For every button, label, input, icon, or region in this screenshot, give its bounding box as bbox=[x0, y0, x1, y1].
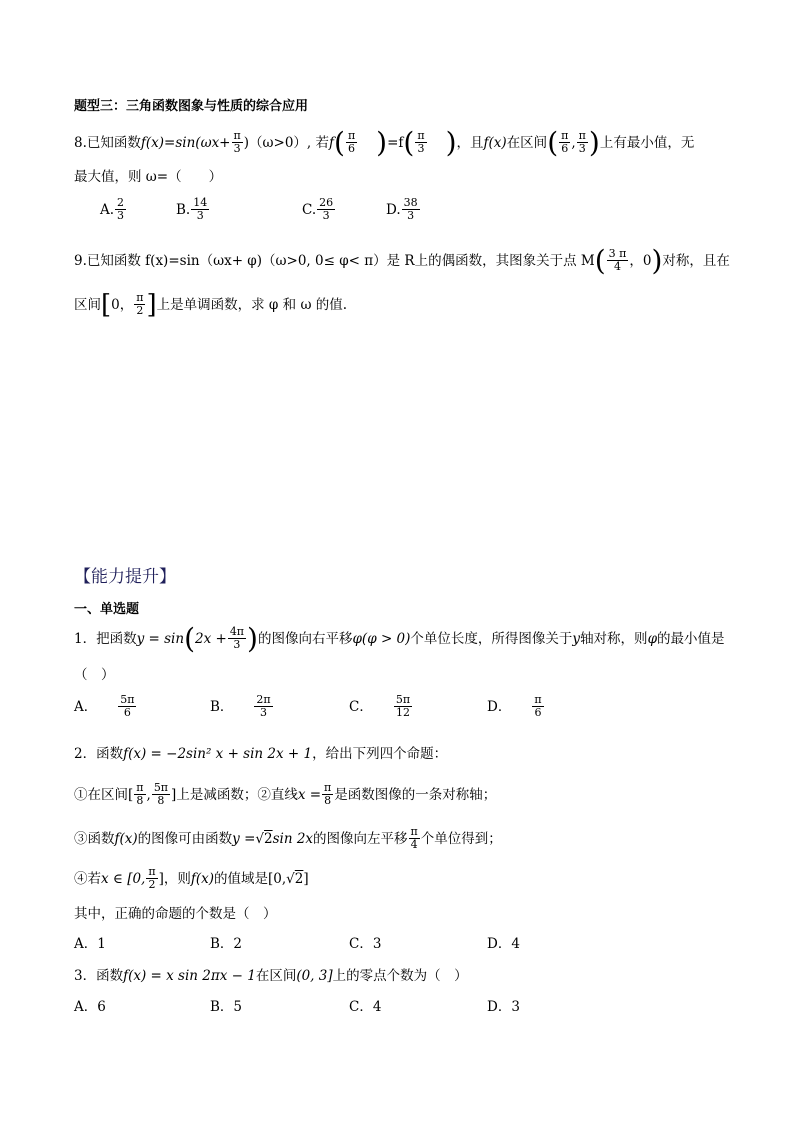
ability-q1-line2: （ ） bbox=[74, 667, 115, 683]
ability-q3-line1: 3．函数 f(x) = x sin 2πx − 1 在区间 (0, 3] 上的零点个数为（ ） bbox=[74, 968, 468, 984]
q9-number: 9. bbox=[74, 252, 87, 269]
ability-q2-option-d[interactable]: D．4 bbox=[487, 936, 520, 952]
q8-f1: f bbox=[329, 134, 334, 151]
q8-frac-pi6: $\frac{\pi}{6}$ bbox=[347, 129, 356, 155]
q9-text-1: 已知函数 f(x)=sin（ωx+ φ)（ω>0, 0≤ φ< π）是 R上的偶函数，其图象关于点 M bbox=[86, 252, 595, 269]
q8-text-1: 已知函数 bbox=[86, 134, 141, 151]
q8-option-b[interactable]: B. $\frac{14}{3}$ bbox=[176, 196, 208, 222]
q8-frac-pi3: $\frac{\pi}{3}$ bbox=[233, 129, 241, 155]
ability-q2-prop3: ③函数 f(x) 的图像可由函数 y = √ 2 sin 2x 的图像向左平移 $\frac{\pi}{4}$ 个单位得到； bbox=[74, 825, 502, 851]
ability-q3-option-a[interactable]: A．6 bbox=[74, 999, 106, 1015]
question-9-line1: 9. 已知函数 f(x)=sin（ωx+ φ)（ω>0, 0≤ φ< π）是 R上的偶函数，其图象关于点 M ( $\frac{3 \pi}{4}$ ，0 ) 对称，且在 bbox=[74, 243, 730, 277]
q8-func: f(x)=sin bbox=[140, 134, 196, 151]
ability-q2-prop4: ④若 x ∈ [0, $\frac{\pi}{2}$ ]，则 f(x) 的值域是[0, √ 2 ] bbox=[74, 865, 309, 891]
q8-line2: 最大值，则 ω=（ ） bbox=[74, 169, 223, 185]
q8-arg: (ωx+ bbox=[195, 134, 231, 151]
ability-q3-option-d[interactable]: D．3 bbox=[487, 999, 520, 1015]
ability-q2-option-a[interactable]: A．1 bbox=[74, 936, 106, 952]
q8-text-3: 在区间 bbox=[506, 134, 548, 151]
q8-option-c[interactable]: C. $\frac{26}{3}$ bbox=[302, 196, 334, 222]
q9-text-3: 区间 bbox=[74, 296, 101, 313]
question-8-line1: 8. 已知函数 f(x)=sin (ωx+ $\frac{\pi}{3}$ )（ω>0）, 若 f ( $\frac{\pi}{6}$ ) =f ( $\frac{\pi}{3}$ ) ，且 f(x) 在区间 ( $\frac{\pi}{6}$ , $\frac{\pi}{3}$ ) 上有最小值，无 bbox=[74, 125, 695, 159]
q8-text-2: ，且 bbox=[456, 134, 484, 151]
ability-q2-ask: 其中，正确的命题的个数是（ ） bbox=[74, 906, 277, 922]
ability-q3-option-c[interactable]: C．4 bbox=[349, 999, 382, 1015]
q8-text-4: 上有最小值，无 bbox=[599, 134, 695, 151]
ability-q1-option-a[interactable]: A． $\frac{5\pi}{6}$ bbox=[74, 693, 135, 719]
ability-q1-option-d[interactable]: D． $\frac{\pi}{6}$ bbox=[487, 693, 542, 719]
section-heading-part3: 题型三：三角函数图象与性质的综合应用 bbox=[74, 99, 309, 114]
ability-q1-option-b[interactable]: B． $\frac{2\pi}{3}$ bbox=[210, 693, 271, 719]
ability-q1-line1: 1．把函数 y = sin ( 2x + $\frac{4\pi}{3}$ ) 的图像向右平移 φ(φ > 0) 个单位长度，所得图像关于 y 轴对称，则 φ 的最小值是 bbox=[74, 621, 725, 655]
q9-text-2: 对称，且在 bbox=[662, 252, 730, 269]
ability-q1-option-c[interactable]: C． $\frac{5\pi}{12}$ bbox=[349, 693, 411, 719]
ability-q3-option-b[interactable]: B．5 bbox=[210, 999, 243, 1015]
q8-eq: =f bbox=[387, 134, 404, 151]
ability-q2-option-b[interactable]: B．2 bbox=[210, 936, 243, 952]
q8-option-d[interactable]: D. $\frac{38}{3}$ bbox=[386, 196, 418, 222]
q8-number: 8. bbox=[74, 134, 87, 151]
q8-cond: )（ω>0）, 若 bbox=[243, 134, 329, 151]
q8-fx: f(x) bbox=[483, 134, 507, 151]
q8-option-a[interactable]: A. $\frac{2}{3}$ bbox=[100, 196, 125, 222]
section-heading-ability: 【能力提升】 bbox=[74, 567, 176, 587]
q9-text-4: 上是单调函数，求 φ 和 ω 的值. bbox=[156, 296, 348, 313]
q8-frac-pi3b: $\frac{\pi}{3}$ bbox=[417, 129, 425, 155]
subsection-single-choice: 一、单选题 bbox=[74, 602, 140, 617]
ability-q2-prop12: ①在区间[ $\frac{\pi}{8}$ , $\frac{5\pi}{8}$ ]上是减函数；②直线 x = $\frac{\pi}{8}$ 是函数图像的一条对称轴； bbox=[74, 781, 497, 807]
ability-q2-line1: 2．函数 f(x) = −2sin² x + sin 2x + 1 ，给出下列四个命题： bbox=[74, 746, 448, 762]
ability-q2-option-c[interactable]: C．3 bbox=[349, 936, 382, 952]
question-9-line2: 区间 [ 0， $\frac{\pi}{2}$ ] 上是单调函数，求 φ 和 ω 的值. bbox=[74, 289, 348, 320]
